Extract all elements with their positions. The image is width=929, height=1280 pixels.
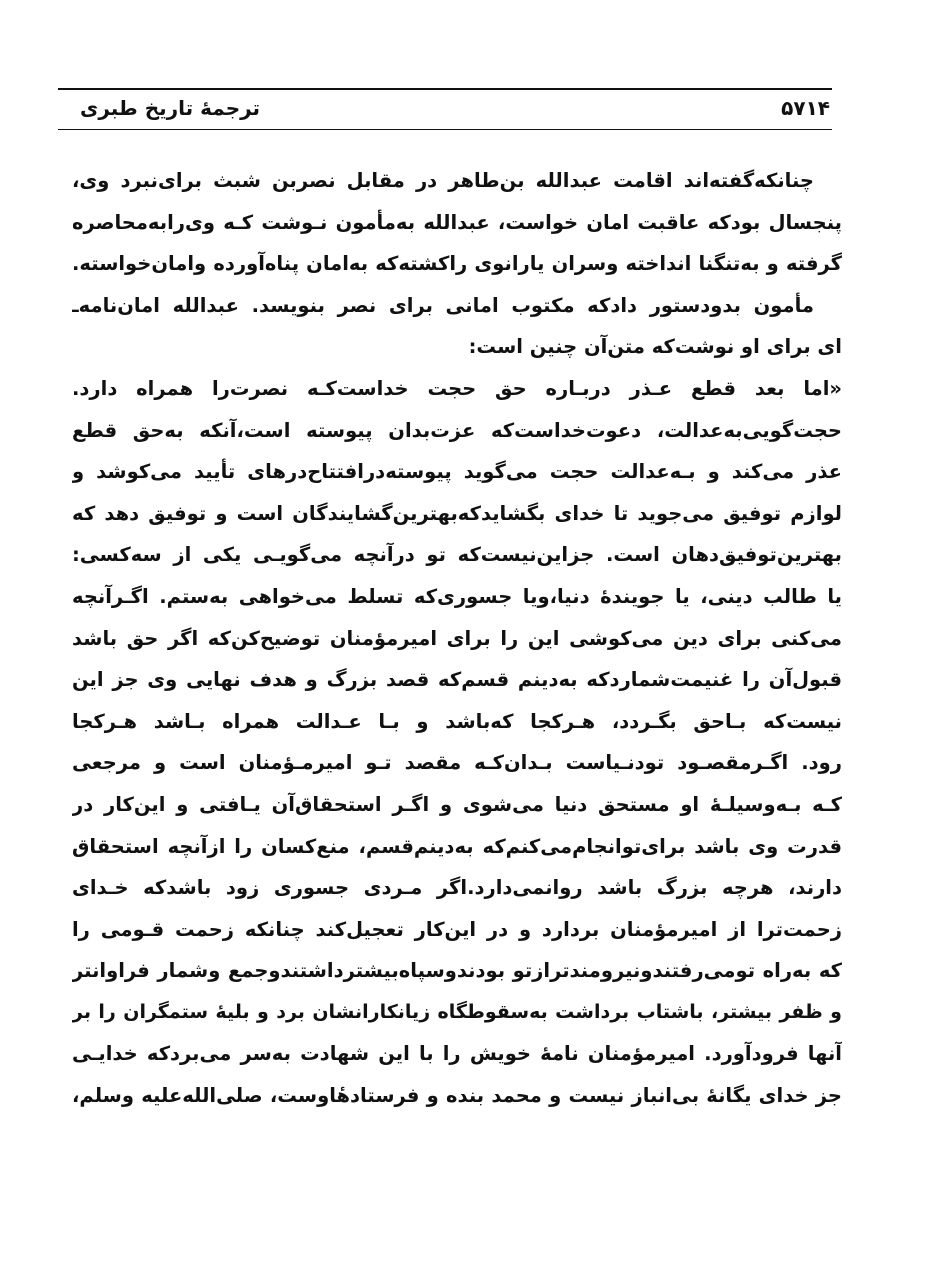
text-line: ای برای او نوشت‌که متن‌آن چنین است:: [468, 335, 842, 359]
header-bottom-rule: [58, 129, 832, 130]
text-line: حجت‌گویی‌به‌عدالت، دعوت‌خداست‌که عزت‌بدان پیوسته است،آنکه به‌حق قطع: [72, 418, 842, 442]
text-line: لوازم توفیق می‌جوید تا خدای بگشایدکه‌بهترین‌گشایندگان است و توفیق دهد که: [72, 501, 842, 525]
text-line: یا طالب دینی، یا جویندهٔ دنیا،ویا جسوری‌که تسلط می‌خواهی به‌ستم. اگـرآنچه: [72, 584, 842, 608]
text-line: مأمون بدودستور دادکه مکتوب امانی برای نصر بنویسد. عبدالله امان‌نامه‌ـ: [72, 293, 814, 317]
text-line: نیست‌که بـاحق بگـردد، هـرکجا که‌باشد و بـا عـدالت همراه بـاشد هـرکجا: [72, 709, 842, 733]
text-line: چنانکه‌گفته‌اند اقامت عبدالله بن‌طاهر در مقابل نصربن شبث برای‌نبرد وی،: [72, 169, 814, 192]
body-text: [72, 160, 842, 1117]
page-header: [58, 88, 832, 130]
text-line: عذر می‌کند و بـه‌عدالت حجت می‌گوید پیوسته‌درافتتاح‌درهای تأیید می‌کوشد و: [72, 460, 842, 484]
text-line: پنجسال بودکه عاقبت امان خواست، عبدالله به‌مأمون نـوشت کـه وی‌رابه‌محاصره: [72, 210, 842, 234]
book-title: ترجمهٔ تاریخ طبری: [80, 96, 261, 120]
text-line: قدرت وی باشد برای‌توانجام‌می‌کنم‌که به‌دینم‌قسم، منع‌کسان را ازآنچه استحقاق: [72, 834, 842, 858]
text-line: بهترین‌توفیق‌دهان است. جزاین‌نیست‌که تو درآنچه می‌گویـی یکی از سه‌کسی:: [72, 543, 842, 567]
text-line: «اما بعد قطع عـذر دربـاره حق حجت خداست‌کـه نصرت‌را همراه دارد.: [72, 376, 842, 400]
text-line: که به‌راه تومی‌رفتندونیرومندترازتو بودندوسپاه‌بیشترداشتندوجمع وشمار فراوانتر: [72, 959, 842, 983]
text-line: جز خدای یگانهٔ بی‌انباز نیست و محمد بنده و فرستادهٔاوست، صلی‌الله‌علیه وسلم،: [72, 1084, 842, 1108]
text-line: زحمت‌ترا از امیرمؤمنان بردارد و در این‌کار تعجیل‌کند چنانکه زحمت قـومی را: [72, 917, 842, 941]
text-line: و ظفر بیشتر، باشتاب برداشت به‌سقوطگاه زیانکارانشان برد و بلیهٔ ستمگران را بر: [72, 1000, 842, 1023]
text-line: می‌کنی برای دین می‌کوشی این را برای امیرمؤمنان توضیح‌کن‌که اگر حق باشد: [72, 626, 842, 650]
text-line: رود. اگـرمقصـود تودنـیاست بـدان‌کـه مقصد تـو امیرمـؤمنان است و مرجعی: [72, 751, 842, 775]
text-line: کـه بـه‌وسیلـهٔ او مستحق دنیا می‌شوی و اگـر استحقاق‌آن یـافتی و این‌کار در: [72, 792, 842, 816]
page-number: ۵۷۱۴: [781, 96, 830, 120]
text-line: دارند، هرچه بزرگ باشد روانمی‌دارد.اگر مـردی جسوری زود باشدکه خـدای: [72, 876, 842, 900]
text-line: قبول‌آن را غنیمت‌شماردکه به‌دینم قسم‌که قصد بزرگ و هدف نهایی وی جز این: [72, 668, 842, 692]
header-top-rule: [58, 88, 832, 90]
text-line: آنها فرودآورد. امیرمؤمنان نامهٔ خویش را با این شهادت به‌سر می‌بردکه خدایـی: [72, 1042, 842, 1066]
text-line: گرفته و به‌تنگنا انداخته وسران یارانوی راکشته‌که به‌امان پناه‌آورده وامان‌خواسته.: [72, 252, 842, 276]
